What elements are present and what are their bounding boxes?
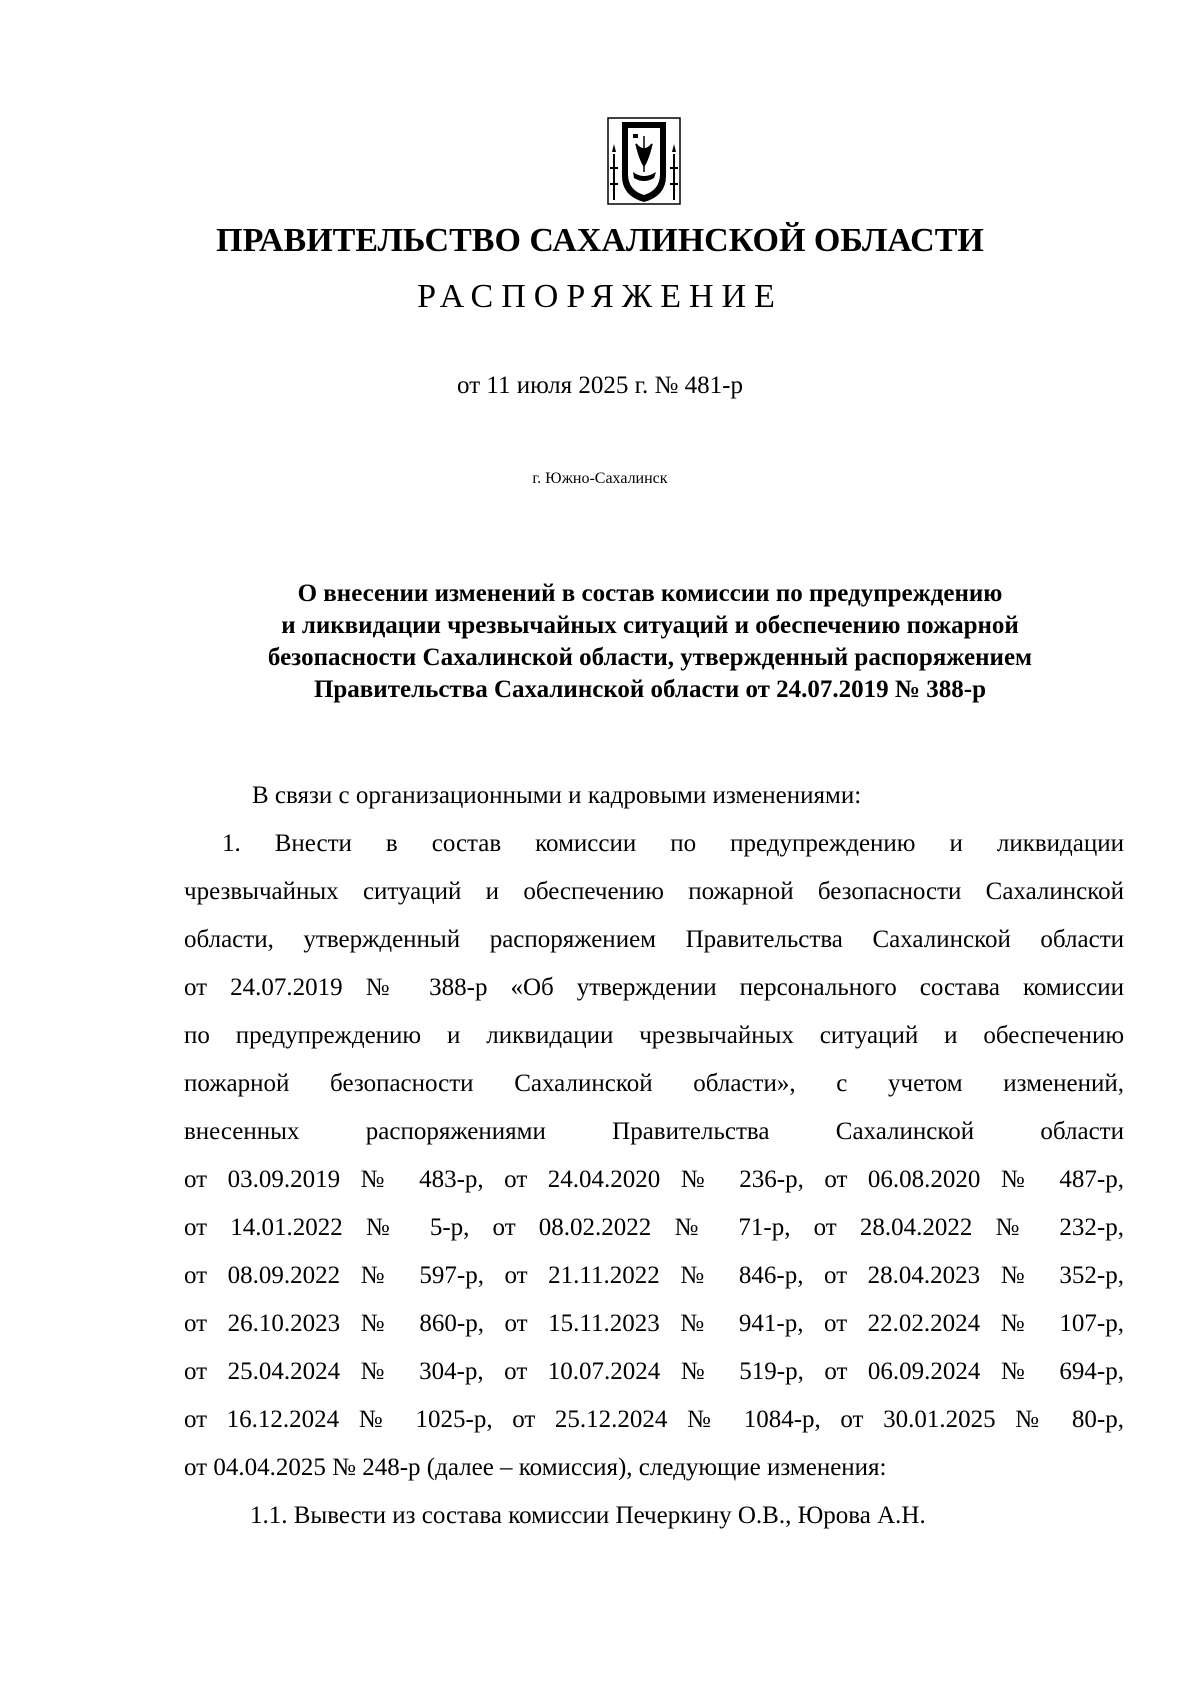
item1-line: от 08.09.2022 № 597-р, от 21.11.2022 № 846-р, от 28.04.2023 № 352-р, bbox=[184, 1262, 1124, 1289]
item1-line: области, утвержденный распоряжением Правительства Сахалинской области bbox=[184, 926, 1124, 953]
government-title: ПРАВИТЕЛЬСТВО САХАЛИНСКОЙ ОБЛАСТИ bbox=[216, 222, 984, 259]
item1-line: от 24.07.2019 № 388-р «Об утверждении персонального состава комиссии bbox=[184, 974, 1124, 1001]
document-subject bbox=[150, 578, 1150, 706]
intro-paragraph: В связи с организационными и кадровыми изменениями: bbox=[252, 782, 862, 809]
item1-line: от 04.04.2025 № 248-р (далее – комиссия), следующие изменения: bbox=[184, 1454, 887, 1481]
subject-line: Правительства Сахалинской области от 24.07.2019 № 388-р bbox=[313, 676, 987, 703]
item1-line: от 26.10.2023 № 860-р, от 15.11.2023 № 941-р, от 22.02.2024 № 107-р, bbox=[184, 1310, 1124, 1337]
subject-line: и ликвидации чрезвычайных ситуаций и обеспечению пожарной bbox=[281, 612, 1019, 639]
item1-1-paragraph: 1.1. Вывести из состава комиссии Печеркину О.В., Юрова А.Н. bbox=[250, 1502, 926, 1529]
item1-line: от 16.12.2024 № 1025-р, от 25.12.2024 № 1084-р, от 30.01.2025 № 80-р, bbox=[184, 1406, 1124, 1433]
item1-line: от 14.01.2022 № 5-р, от 08.02.2022 № 71-р, от 28.04.2022 № 232-р, bbox=[184, 1214, 1124, 1241]
item1-line: 1. Внести в состав комиссии по предупреждению и ликвидации bbox=[222, 830, 1124, 857]
item1-line: по предупреждению и ликвидации чрезвычайных ситуаций и обеспечению bbox=[184, 1022, 1124, 1049]
item1-line: от 03.09.2019 № 483-р, от 24.04.2020 № 236-р, от 06.08.2020 № 487-р, bbox=[184, 1166, 1124, 1193]
item1-line: пожарной безопасности Сахалинской области», с учетом изменений, bbox=[184, 1070, 1124, 1097]
subject-line: безопасности Сахалинской области, утвержденный распоряжением bbox=[267, 644, 1033, 671]
item1-line: внесенных распоряжениями Правительства Сахалинской области bbox=[184, 1118, 1124, 1145]
item1-line: чрезвычайных ситуаций и обеспечению пожарной безопасности Сахалинской bbox=[184, 878, 1124, 905]
subject-line: О внесении изменений в состав комиссии по предупреждению bbox=[297, 580, 1003, 607]
document-date-number: от 11 июля 2025 г. № 481-р bbox=[457, 372, 743, 399]
item1-line: от 25.04.2024 № 304-р, от 10.07.2024 № 519-р, от 06.09.2024 № 694-р, bbox=[184, 1358, 1124, 1385]
document-city: г. Южно-Сахалинск bbox=[532, 470, 668, 487]
document-type: РАСПОРЯЖЕНИЕ bbox=[417, 278, 783, 315]
coat-of-arms-sakhalin-icon bbox=[600, 114, 688, 210]
